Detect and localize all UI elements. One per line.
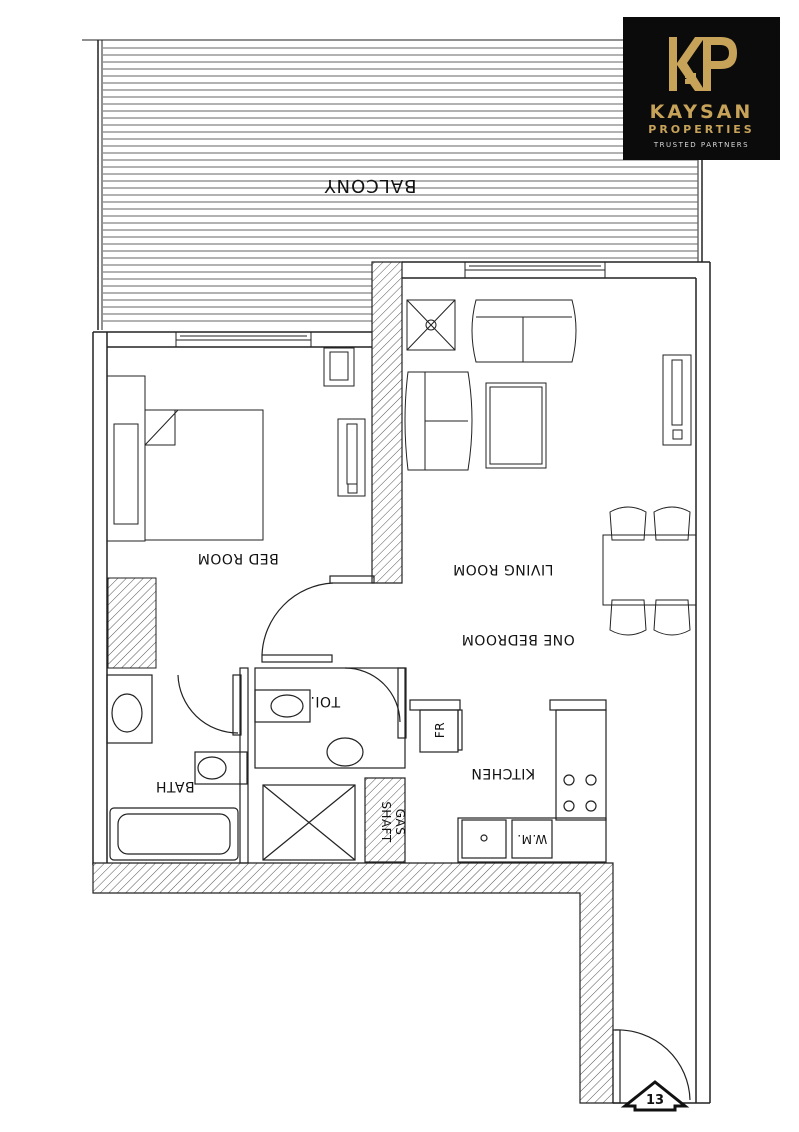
bath-wc xyxy=(195,752,247,784)
bedroom-door xyxy=(262,576,374,662)
brand-logo xyxy=(623,17,780,160)
label-shaft: SHAFT xyxy=(379,801,393,843)
unit-number-marker xyxy=(625,1082,685,1110)
label-toilet: TOI. xyxy=(309,693,341,709)
corridor-wall xyxy=(93,863,613,1103)
living-furniture xyxy=(405,300,696,635)
basin xyxy=(112,694,142,732)
label-washing-machine: W.M. xyxy=(516,832,548,846)
wall-tv-unit xyxy=(663,355,691,445)
label-living-room: LIVING ROOM xyxy=(452,561,554,577)
brand-name: KAYSAN xyxy=(649,101,754,123)
label-bath: BATH xyxy=(155,778,195,794)
structural-walls xyxy=(93,262,613,1103)
label-bedroom: BED ROOM xyxy=(197,550,279,566)
kitchen-sink xyxy=(462,820,506,858)
toilet-door-swing xyxy=(345,668,400,722)
brand-tagline: TRUSTED PARTNERS xyxy=(653,141,750,149)
dining-table xyxy=(603,535,696,605)
brand-subtitle: PROPERTIES xyxy=(648,123,755,136)
bed xyxy=(145,410,263,540)
label-fridge: FR xyxy=(433,721,447,739)
bathtub xyxy=(110,808,238,860)
wardrobe xyxy=(107,376,145,541)
label-gas: GAS xyxy=(393,808,407,836)
toilet-wc xyxy=(255,690,310,722)
coffee-table xyxy=(486,383,546,468)
label-unit-type: ONE BEDROOM xyxy=(461,631,575,647)
bedroom-closet xyxy=(108,578,156,668)
unit-number: 13 xyxy=(645,1093,665,1108)
bedroom-furniture xyxy=(107,348,365,541)
label-balcony: BALCONY xyxy=(323,175,417,196)
label-kitchen: KITCHEN xyxy=(470,765,536,781)
bath-toilet-area xyxy=(107,668,406,863)
bath-door-swing xyxy=(178,675,238,733)
kp-monogram-icon xyxy=(663,33,739,97)
vanity xyxy=(107,675,152,743)
partition-wall xyxy=(372,262,402,583)
toilet-basin xyxy=(327,738,363,766)
sofa-two-seat xyxy=(472,300,576,362)
kitchen-side-counter xyxy=(556,710,606,820)
